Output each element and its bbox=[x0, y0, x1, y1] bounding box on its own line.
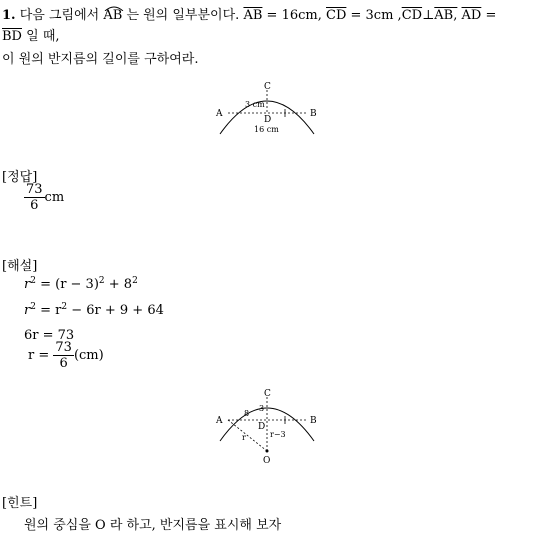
problem-lead: 다음 그림에서 bbox=[19, 8, 100, 23]
label-3: 3 bbox=[259, 404, 265, 413]
s1-mid: = (r − 3) bbox=[40, 277, 99, 292]
circle-arc-2 bbox=[220, 408, 314, 441]
problem-line-2-rest: 일 때, bbox=[26, 29, 60, 44]
hint-heading: [힌트] bbox=[2, 496, 38, 511]
s4-unit: (cm) bbox=[73, 348, 104, 363]
label-r: r bbox=[242, 433, 246, 442]
perp-symbol: ⊥ bbox=[422, 8, 435, 23]
cd-value: = 3cm , bbox=[350, 8, 402, 23]
s1-tail: + 8 bbox=[108, 277, 133, 292]
s2-power-2: 2 bbox=[61, 302, 68, 312]
label-b-2: B bbox=[310, 416, 317, 426]
label-a-2: A bbox=[216, 416, 223, 426]
problem-mid: 는 원의 일부분이다. bbox=[126, 8, 240, 23]
answer-unit: cm bbox=[44, 190, 65, 205]
ab-value: = 16cm, bbox=[266, 8, 322, 23]
s4-lhs: r = bbox=[28, 348, 50, 363]
arc-mark bbox=[103, 5, 125, 11]
solution-heading: [해설] bbox=[2, 259, 38, 274]
s4-fraction bbox=[53, 340, 74, 371]
label-c: C bbox=[264, 82, 271, 92]
s2-tail: − 6r + 9 + 64 bbox=[71, 303, 164, 318]
solution-step-3: 6r = 73 bbox=[24, 328, 75, 343]
problem-line-1 bbox=[2, 4, 496, 23]
arc-ab bbox=[103, 8, 122, 23]
label-8: 8 bbox=[244, 409, 250, 418]
problem-line-2 bbox=[2, 25, 60, 44]
segment-ad: $\overline{AD}$ bbox=[461, 8, 482, 23]
label-r-minus-3: r−3 bbox=[270, 430, 286, 439]
segment-ab: $\overline{AB}$ bbox=[243, 8, 263, 23]
answer-denominator: 6 bbox=[30, 198, 39, 213]
figure-1 bbox=[214, 80, 320, 138]
center-point bbox=[266, 450, 269, 453]
s2-lhs: r bbox=[24, 303, 31, 318]
hint-text: 원의 중심을 O 라 하고, 반지름을 표시해 보자 bbox=[24, 518, 282, 533]
problem-number: 1. bbox=[2, 8, 16, 23]
answer-numerator: 73 bbox=[26, 182, 43, 197]
label-d: D bbox=[264, 115, 272, 125]
figure-2 bbox=[214, 387, 320, 465]
s1-power: 2 bbox=[30, 276, 36, 286]
s1-lhs: r bbox=[24, 277, 31, 292]
label-d-2: D bbox=[258, 422, 266, 432]
segment-bd: $\overline{BD}$ bbox=[2, 29, 22, 44]
s4-denominator: 6 bbox=[59, 356, 68, 371]
s4-numerator: 73 bbox=[55, 340, 72, 355]
problem-line-3: 이 원의 반지름의 길이를 구하여라. bbox=[2, 52, 199, 67]
segment-ab-2: AB, bbox=[434, 8, 458, 23]
segment-cd-2: $\overline{CD}$ bbox=[401, 8, 423, 23]
s2-mid: = r bbox=[40, 303, 62, 318]
label-cd-length: 3 cm bbox=[245, 100, 265, 109]
label-o: O bbox=[263, 456, 271, 465]
solution-step-1 bbox=[24, 276, 138, 292]
s2-power: 2 bbox=[30, 302, 36, 312]
s1-power-2: 2 bbox=[98, 276, 105, 286]
label-c-2: C bbox=[264, 389, 271, 399]
equals: = bbox=[485, 8, 497, 23]
answer-heading: [정답] bbox=[2, 170, 38, 185]
s1-power-3: 2 bbox=[132, 276, 138, 286]
label-a: A bbox=[216, 109, 223, 119]
segment-cd: $\overline{CD}$ bbox=[326, 8, 347, 23]
solution-step-4 bbox=[28, 340, 104, 371]
answer-fraction bbox=[24, 182, 45, 213]
arc-ab-label: AB bbox=[103, 8, 123, 23]
solution-step-2 bbox=[24, 302, 164, 318]
answer-value bbox=[24, 182, 64, 213]
label-ab-length: 16 cm bbox=[254, 125, 279, 134]
label-b: B bbox=[310, 109, 317, 119]
